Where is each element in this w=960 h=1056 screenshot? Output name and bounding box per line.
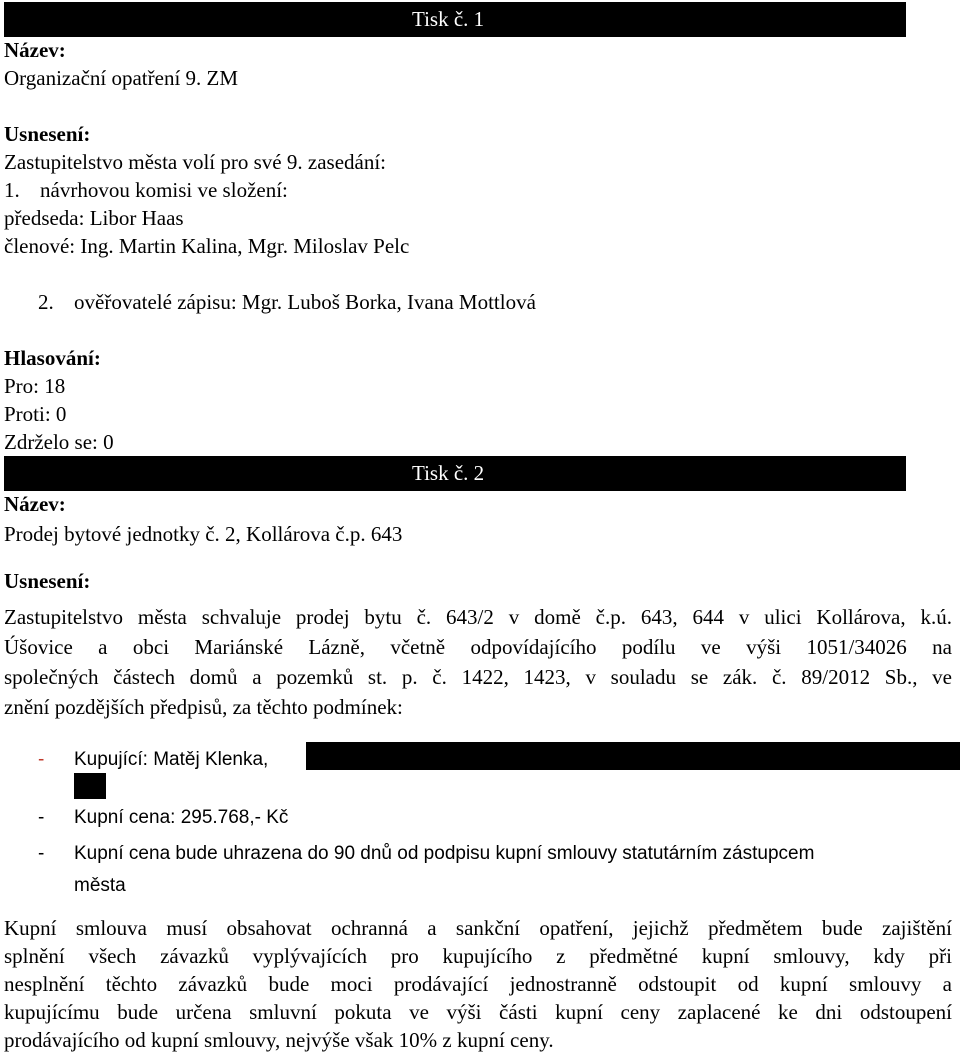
paragraph-line: splnění všech závazků vyplývajících pro kupujícího z předmětné kupní smlouvy, kdy při (4, 944, 952, 968)
paragraph-line: kupujícímu bude určena smluvní pokuta ve výši části kupní ceny zaplacené ke dni odstoupení (4, 1000, 952, 1024)
resolution-body-2 (4, 602, 952, 722)
paragraph-line: prodávajícího od kupní smlouvy, nejvýše však 10% z kupní ceny. (4, 1028, 554, 1052)
votes-abstained: Zdrželo se: 0 (4, 430, 114, 454)
votes-against: Proti: 0 (4, 402, 67, 426)
title-label-2: Název: (4, 492, 66, 516)
list-dash: - (38, 749, 45, 770)
resolution-item-1 (4, 176, 409, 204)
body-line: Úšovice a obci Mariánské Lázně, včetně odpovídajícího podílu ve výši 1051/34026 na (4, 635, 952, 659)
contract-paragraph (4, 914, 952, 1054)
condition-price: Kupní cena: 295.768,- Kč (74, 807, 289, 828)
section-print-1 (4, 36, 238, 92)
list-dash: - (38, 843, 45, 864)
condition-item-1 (38, 746, 268, 774)
condition-payment: Kupní cena bude uhrazena do 90 dnů od podpisu kupní smlouvy statutárním zástupcem (74, 843, 815, 864)
voting-label: Hlasování: (4, 346, 101, 370)
condition-item-2 (38, 804, 288, 832)
print-header-bar-1 (4, 2, 906, 37)
print-number-1: Tisk č. 1 (412, 7, 485, 31)
resolution-label-text: Usnesení: (4, 569, 91, 593)
redaction-block (306, 742, 960, 770)
title-2: Prodej bytové jednotky č. 2, Kollárova č.p. 643 (4, 522, 403, 546)
print-header-bar-2 (4, 456, 906, 491)
item-number: 1. (4, 178, 20, 202)
item-text: ověřovatelé zápisu: Mgr. Luboš Borka, Ivana Mottlová (74, 290, 536, 314)
members-line: členové: Ing. Martin Kalina, Mgr. Miloslav Pelc (4, 234, 410, 258)
title-1: Organizační opatření 9. ZM (4, 66, 239, 90)
body-line: Zastupitelstvo města schvaluje prodej bytu č. 643/2 v domě č.p. 643, 644 v ulici Kollárova, k.ú. (4, 605, 952, 629)
condition-item-3 (38, 838, 814, 902)
body-line: znění pozdějších předpisů, za těchto podmínek: (4, 695, 403, 719)
item-number: 2. (38, 290, 54, 314)
voting-1 (4, 344, 114, 456)
chair-line: předseda: Libor Haas (4, 206, 184, 230)
paragraph-line: Kupní smlouva musí obsahovat ochranná a sankční opatření, jejichž předmětem bude zajištění (4, 916, 952, 940)
body-line: společných částech domů a pozemků st. p. č. 1422, 1423, v souladu se zák. č. 89/2012 Sb., ve (4, 665, 952, 689)
paragraph-line: nesplnění těchto závazků bude moci prodávající jednostranně odstoupit od kupní smlouvy a (4, 972, 952, 996)
resolution-intro-1: Zastupitelstvo města volí pro své 9. zasedání: (4, 150, 386, 174)
list-dash: - (38, 807, 45, 828)
resolution-item-2 (38, 288, 536, 316)
print-number-2: Tisk č. 2 (412, 461, 485, 485)
condition-buyer: Kupující: Matěj Klenka, (74, 749, 269, 770)
resolution-label-1: Usnesení: (4, 122, 91, 146)
resolution-1 (4, 120, 409, 260)
title-label-1: Název: (4, 38, 66, 62)
condition-payment-cont: města (74, 875, 126, 896)
item-text: návrhovou komisi ve složení: (40, 178, 288, 202)
resolution-label-2 (4, 567, 90, 595)
redaction-block (74, 773, 106, 799)
votes-for: Pro: 18 (4, 374, 66, 398)
section-print-2 (4, 490, 402, 548)
